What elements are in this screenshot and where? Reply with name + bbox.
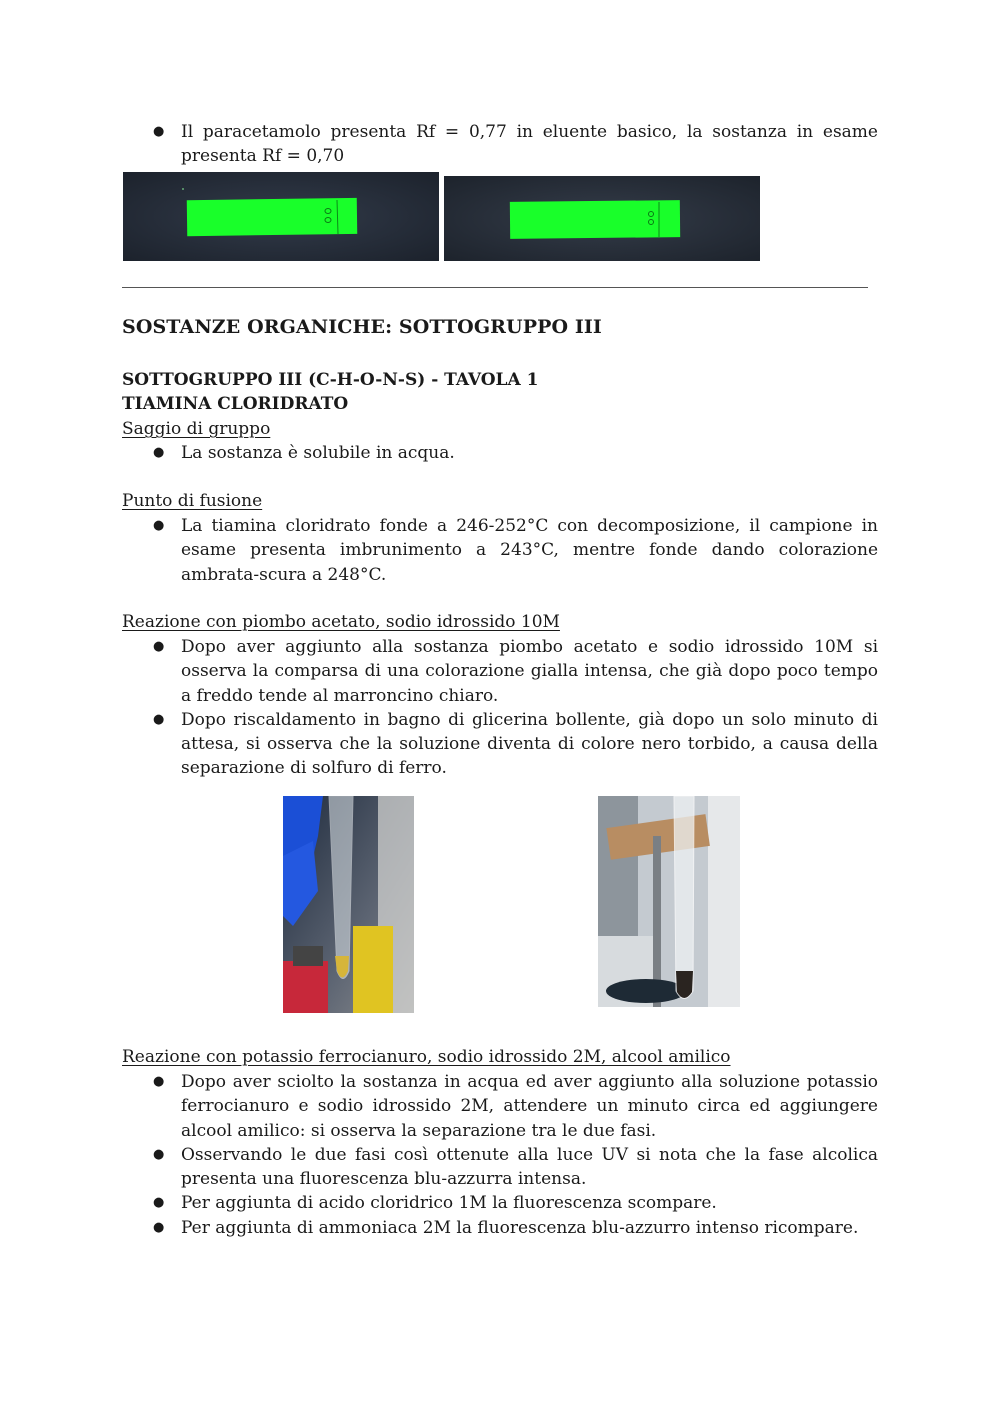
list-item: ● La sostanza è solubile in acqua. [153, 443, 455, 463]
bullet-text: Per aggiunta di ammoniaca 2M la fluorescenza blu-azzurro intenso ricompare. [181, 1217, 859, 1238]
list-item: ● Il paracetamolo presenta Rf = 0,77 in eluente basico, la sostanza in esame presenta Rf = 0,70 [153, 122, 878, 167]
bullet-text: La sostanza è solubile in acqua. [181, 443, 455, 463]
bullet-text: Dopo riscaldamento in bagno di glicerina bollente, già dopo un solo minuto di attesa, si osserva che la soluzione diventa di colore nero torbido, a causa della separazione di solfuro di ferro. [181, 709, 878, 779]
bullet-text: La tiamina cloridrato fonde a 246-252°C con decomposizione, il campione in esame presenta imbrunimento a 243°C, mentre fonde dando colorazione ambrata-scura a 248°C. [181, 516, 878, 585]
test-tube-black-drawing [598, 796, 740, 1007]
list-item: ● Dopo aver aggiunto alla sostanza piombo acetato e sodio idrossido 10M si osserva la comparsa di una colorazione gialla intensa, che già dopo poco tempo a freddo tende al marroncino chiaro. [153, 637, 878, 706]
piombo-bullet-list [122, 635, 878, 781]
subgroup-title: SOTTOGRUPPO III (C-H-O-N-S) - TAVOLA 1 [122, 370, 539, 390]
list-item: ● La tiamina cloridrato fonde a 246-252°C con decomposizione, il campione in esame presenta imbrunimento a 243°C, mentre fonde dando colorazione ambrata-scura a 248°C. [153, 516, 878, 585]
ferrocianuro-heading: Reazione con potassio ferrocianuro, sodio idrossido 2M, alcool amilico [122, 1047, 731, 1067]
list-item: ● Dopo riscaldamento in bagno di glicerina bollente, già dopo un solo minuto di attesa, si osserva che la soluzione diventa di colore nero torbido, a causa della separazione di solfuro di ferro. [153, 709, 878, 779]
fusione-bullet-list [122, 514, 878, 587]
test-tube-yellow-drawing [283, 796, 414, 1013]
ferrocianuro-bullet-list [122, 1070, 878, 1240]
test-tube-photo-1 [283, 796, 414, 1013]
test-tube-photo-2 [598, 796, 740, 1007]
substance-title: TIAMINA CLORIDRATO [122, 394, 349, 414]
tlc-plate-photo-2 [444, 176, 760, 261]
fusione-heading: Punto di fusione [122, 491, 263, 511]
bullet-text: Dopo aver aggiunto alla sostanza piombo acetato e sodio idrossido 10M si osserva la comparsa di una colorazione gialla intensa, che già dopo poco tempo a freddo tende al marroncino chiaro. [181, 637, 878, 706]
bullet-text: Dopo aver sciolto la sostanza in acqua ed aver aggiunto alla soluzione potassio ferrocianuro e sodio idrossido 2M, attendere un minuto circa ed aggiungere alcool amilico: si osserva la separazione tra le due fasi. [181, 1072, 878, 1141]
list-item: ● Per aggiunta di ammoniaca 2M la fluorescenza blu-azzurro intenso ricompare. [153, 1217, 859, 1238]
bullet-text: Osservando le due fasi così ottenute alla luce UV si nota che la fase alcolica presenta una fluorescenza blu-azzurra intensa. [181, 1144, 878, 1190]
section-title: SOSTANZE ORGANICHE: SOTTOGRUPPO III [122, 316, 602, 338]
bullet-text: Per aggiunta di acido cloridrico 1M la fluorescenza scompare. [181, 1193, 717, 1214]
tlc-plate-photo-1 [123, 172, 439, 261]
list-item: ● Dopo aver sciolto la sostanza in acqua ed aver aggiunto alla soluzione potassio ferrocianuro e sodio idrossido 2M, attendere un minuto circa ed aggiungere alcool amilico: si osserva la separazione tra le due fasi. [153, 1072, 878, 1141]
saggio-bullet-list [122, 441, 878, 465]
top-bullet-list [122, 120, 878, 169]
horizontal-rule [122, 287, 868, 288]
bullet-text: Il paracetamolo presenta Rf = 0,77 in eluente basico, la sostanza in esame presenta Rf = 0,70 [181, 122, 878, 167]
piombo-heading: Reazione con piombo acetato, sodio idrossido 10M [122, 612, 560, 632]
tlc-plate-drawing [444, 176, 760, 261]
tlc-plate-drawing [123, 172, 439, 261]
saggio-heading: Saggio di gruppo [122, 419, 271, 439]
list-item: ● Osservando le due fasi così ottenute alla luce UV si nota che la fase alcolica presenta una fluorescenza blu-azzurra intensa. [153, 1144, 878, 1190]
list-item: ● Per aggiunta di acido cloridrico 1M la fluorescenza scompare. [153, 1193, 717, 1214]
